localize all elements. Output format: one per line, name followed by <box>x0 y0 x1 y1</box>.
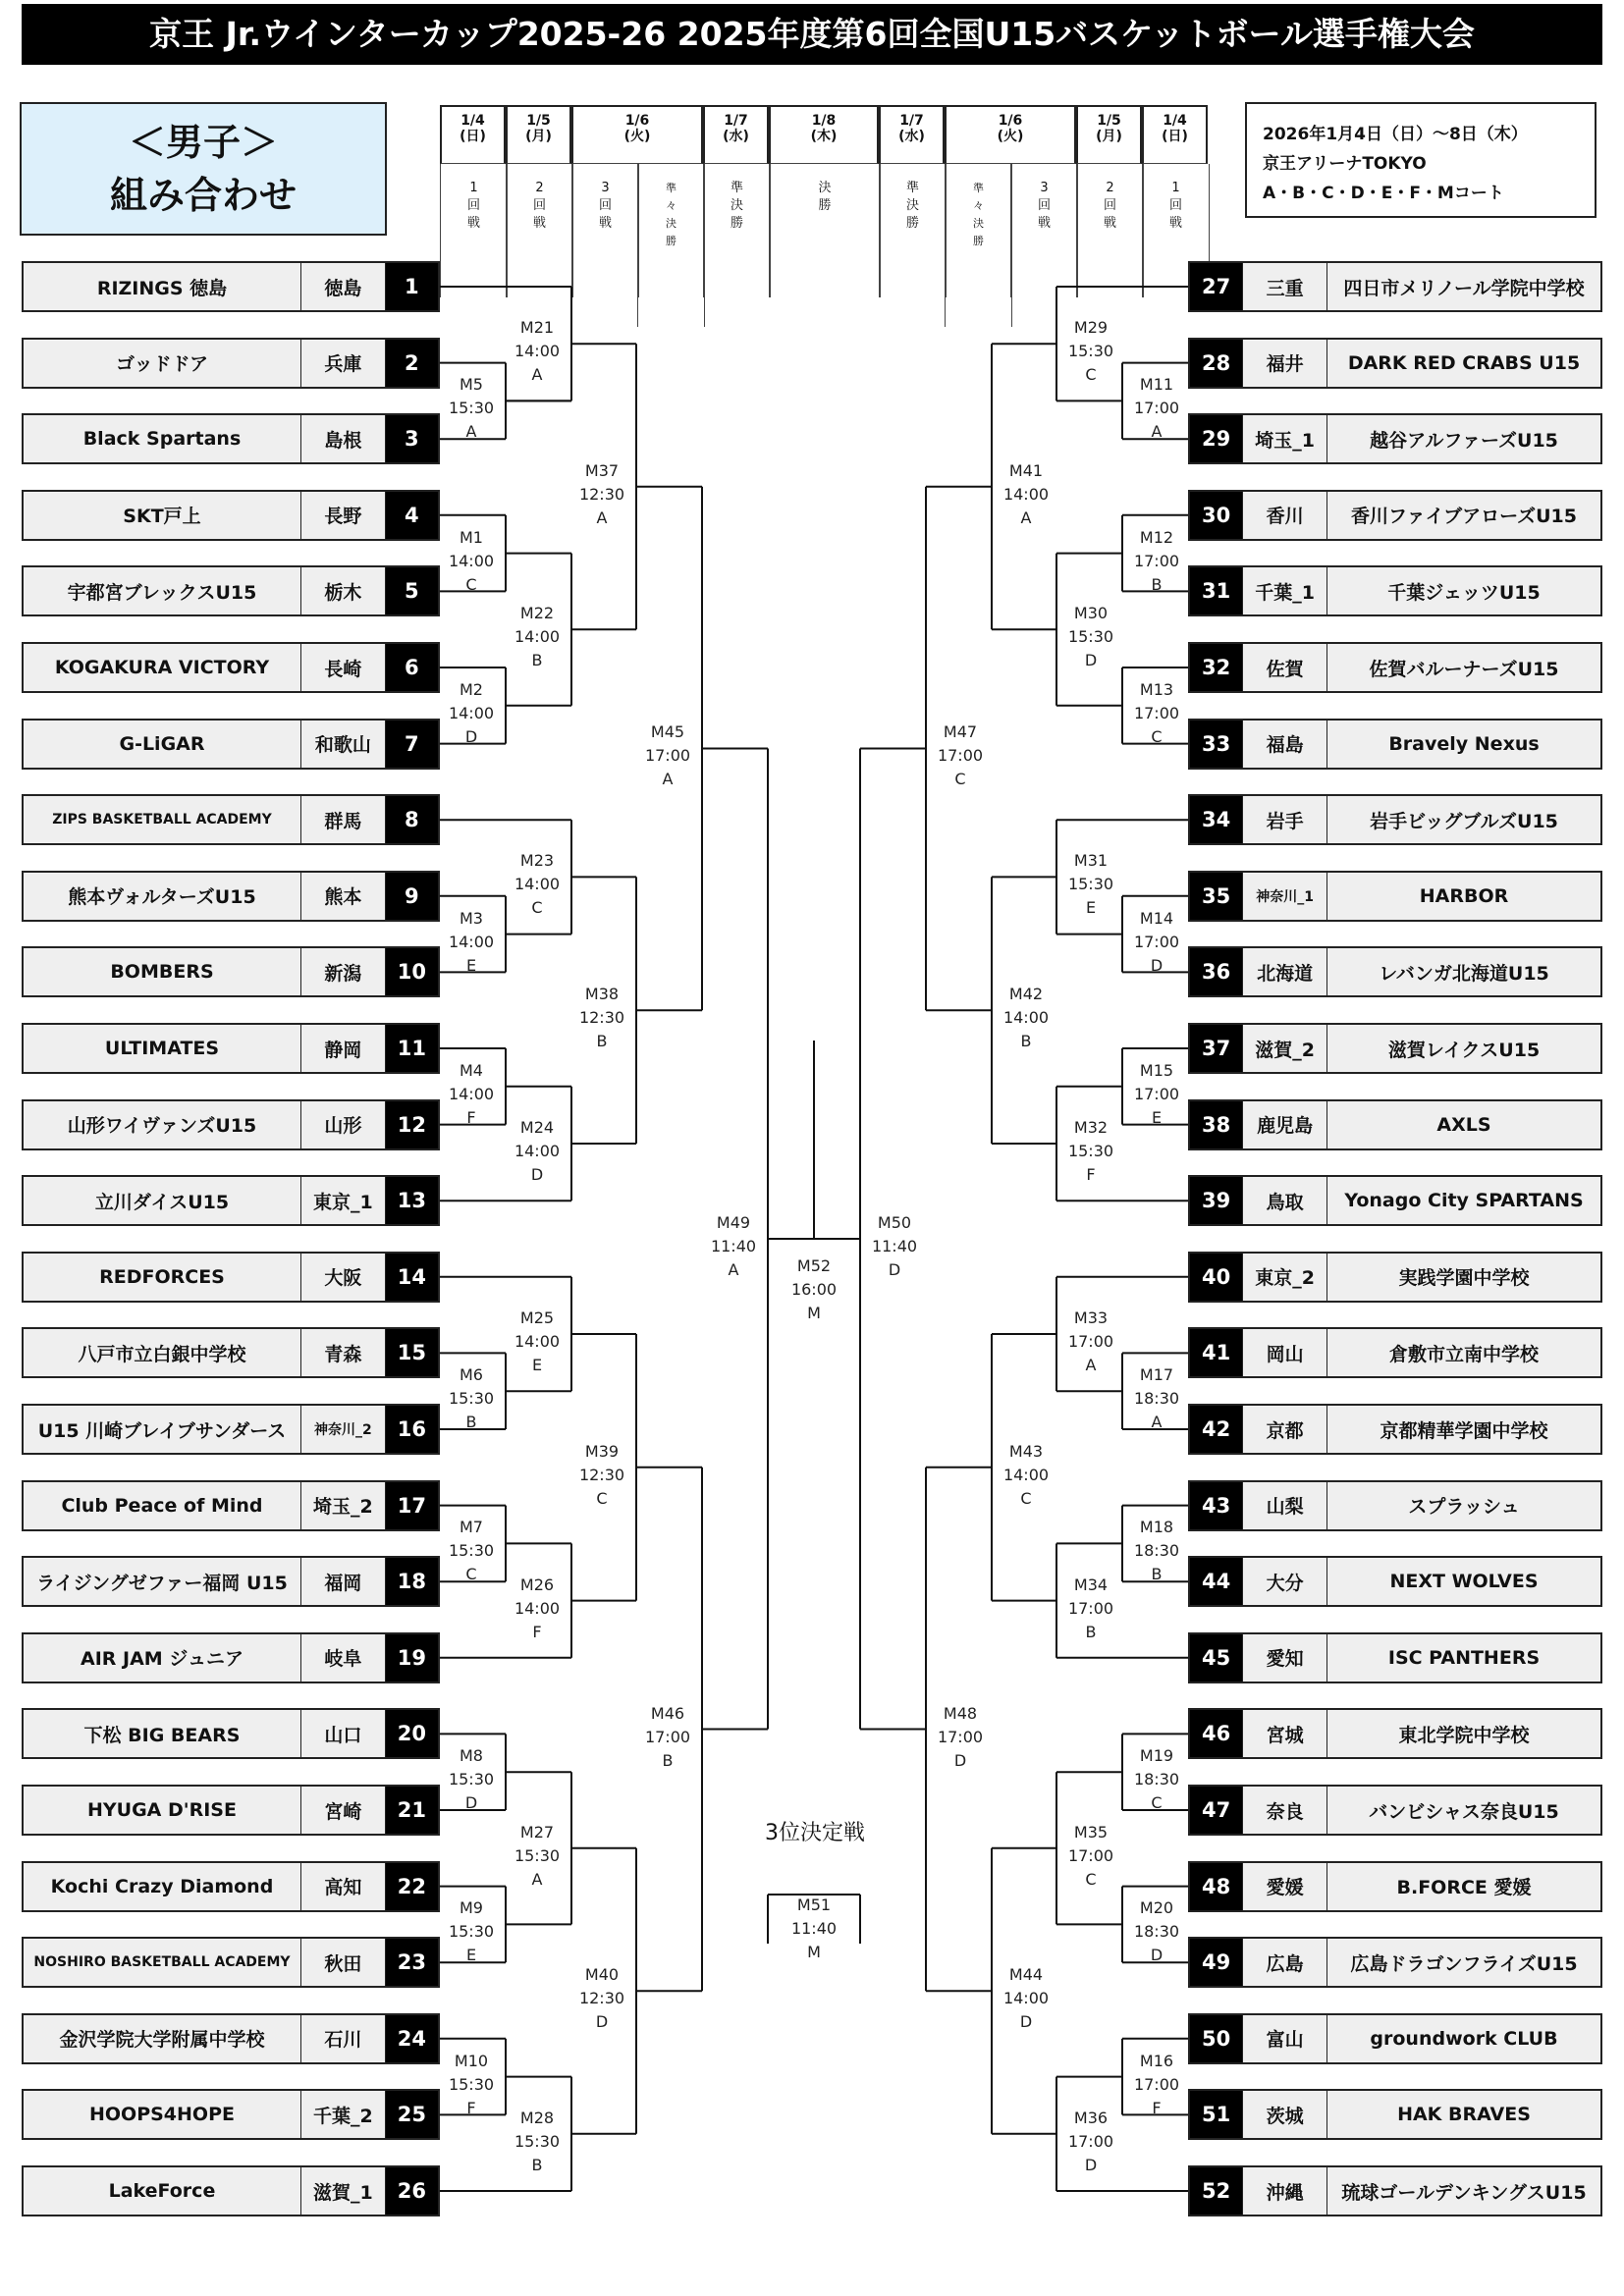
team-number: 41 <box>1190 1329 1242 1376</box>
team-prefecture: 滋賀_2 <box>1242 1025 1327 1072</box>
match-label: M28 15:30 B <box>514 2108 561 2174</box>
team-number: 10 <box>386 948 438 995</box>
team-number: 21 <box>386 1787 438 1834</box>
section-gender: ＜男子＞ <box>128 121 278 164</box>
team-number: 44 <box>1190 1558 1242 1605</box>
team-name: HOOPS4HOPE <box>88 2104 235 2126</box>
team-prefecture: 徳島 <box>300 263 386 310</box>
match-label: M19 18:30 C <box>1133 1746 1180 1813</box>
match-label: M45 17:00 A <box>644 722 691 789</box>
team-name: レバンガ北海道U15 <box>1379 962 1549 985</box>
team-prefecture: 静岡 <box>300 1025 386 1072</box>
round-name-l-1: 2 回 戦 <box>506 164 573 297</box>
team-name: 四日市メリノール学院中学校 <box>1343 277 1585 299</box>
team-name: BOMBERS <box>110 961 214 984</box>
team-prefecture: 広島 <box>1242 1939 1327 1986</box>
team-number: 48 <box>1190 1863 1242 1910</box>
event-courts: A・B・C・D・E・F・Mコート <box>1263 184 1504 203</box>
team-name: G-LiGAR <box>119 732 205 755</box>
team-number: 23 <box>386 1939 438 1986</box>
team-prefecture: 宮崎 <box>300 1787 386 1834</box>
section-subtitle: 組み合わせ <box>109 174 297 217</box>
team-prefecture: 鹿児島 <box>1242 1101 1327 1148</box>
team-prefecture: 山梨 <box>1242 1482 1327 1529</box>
match-label: M34 17:00 B <box>1067 1575 1114 1641</box>
team-name: B.FORCE 愛媛 <box>1396 1877 1532 1899</box>
team-prefecture: 千葉_2 <box>300 2091 386 2138</box>
team-prefecture: 宮城 <box>1242 1710 1327 1757</box>
team-name: 滋賀レイクスU15 <box>1387 1039 1541 1061</box>
team-number: 29 <box>1190 415 1242 462</box>
team-name: 香川ファイブアローズU15 <box>1351 506 1577 528</box>
team-number: 49 <box>1190 1939 1242 1986</box>
team-name: ISC PANTHERS <box>1387 1646 1541 1669</box>
match-label: M30 15:30 D <box>1067 604 1114 670</box>
team-prefecture: 岩手 <box>1242 796 1327 843</box>
team-prefecture: 奈良 <box>1242 1787 1327 1834</box>
round-name-r-0: 準 決 勝 <box>879 164 947 297</box>
match-label: M16 17:00 F <box>1133 2051 1180 2117</box>
match-label: M32 15:30 F <box>1067 1118 1114 1184</box>
team-prefecture: 山口 <box>300 1710 386 1757</box>
team-number: 12 <box>386 1101 438 1148</box>
team-number: 5 <box>386 567 438 614</box>
team-name: 千葉ジェッツU15 <box>1387 581 1541 604</box>
team-number: 33 <box>1190 721 1242 768</box>
team-name: 東北学院中学校 <box>1398 1724 1530 1746</box>
round-name-r-4: 1 回 戦 <box>1142 164 1210 297</box>
round-name-l-0: 1 回 戦 <box>440 164 508 297</box>
team-number: 8 <box>386 796 438 843</box>
match-label: M26 14:00 F <box>514 1575 561 1641</box>
team-name: HYUGA D'RISE <box>87 1799 237 1821</box>
team-name: HAK BRAVES <box>1397 2104 1531 2126</box>
match-label: M43 14:00 C <box>1002 1441 1050 1508</box>
team-name: HARBOR <box>1419 884 1509 907</box>
round-date-l-2: 1/6 (火) <box>571 105 703 164</box>
team-name: スプラッシュ <box>1408 1496 1520 1519</box>
team-prefecture: 福島 <box>1242 721 1327 768</box>
team-number: 3 <box>386 415 438 462</box>
team-number: 34 <box>1190 796 1242 843</box>
match-label: M23 14:00 C <box>514 851 561 918</box>
match-label: M22 14:00 B <box>514 604 561 670</box>
match-label: M51 11:40 M <box>790 1896 838 1961</box>
match-label: M25 14:00 E <box>514 1308 561 1374</box>
team-name: 金沢学院大学附属中学校 <box>59 2029 265 2052</box>
team-number: 26 <box>386 2167 438 2215</box>
team-prefecture: 埼玉_2 <box>300 1482 386 1529</box>
match-label: M4 14:00 F <box>448 1060 495 1127</box>
team-prefecture: 岡山 <box>1242 1329 1327 1376</box>
team-name: NEXT WOLVES <box>1389 1571 1539 1593</box>
match-label: M9 15:30 E <box>448 1898 495 1965</box>
match-label: M29 15:30 C <box>1067 318 1114 385</box>
match-label: M20 18:30 D <box>1133 1898 1180 1965</box>
team-name: DARK RED CRABS U15 <box>1347 351 1581 374</box>
match-label: M46 17:00 B <box>644 1703 691 1770</box>
match-label: M35 17:00 C <box>1067 1822 1114 1889</box>
team-number: 36 <box>1190 948 1242 995</box>
team-prefecture: 山形 <box>300 1101 386 1148</box>
team-name: ライジングゼファー福岡 U15 <box>36 1572 288 1594</box>
round-date-l-5: 1/8 (木) <box>769 105 879 164</box>
team-prefecture: 北海道 <box>1242 948 1327 995</box>
team-number: 18 <box>386 1558 438 1605</box>
team-prefecture: 鳥取 <box>1242 1177 1327 1224</box>
team-number: 42 <box>1190 1406 1242 1453</box>
team-prefecture: 大阪 <box>300 1254 386 1301</box>
match-label: M44 14:00 D <box>1002 1965 1050 2032</box>
round-name-l-3: 準 々 決 勝 <box>637 164 705 327</box>
team-prefecture: 熊本 <box>300 873 386 920</box>
team-number: 51 <box>1190 2091 1242 2138</box>
team-name: 下松 BIG BEARS <box>83 1724 241 1746</box>
team-name: 熊本ヴォルターズU15 <box>68 886 256 909</box>
team-number: 52 <box>1190 2167 1242 2215</box>
team-number: 32 <box>1190 644 1242 691</box>
team-prefecture: 和歌山 <box>300 721 386 768</box>
team-name: 佐賀バルーナーズU15 <box>1369 658 1559 680</box>
team-number: 31 <box>1190 567 1242 614</box>
team-prefecture: 岐阜 <box>300 1634 386 1682</box>
round-name-l-2: 3 回 戦 <box>571 164 639 297</box>
team-prefecture: 富山 <box>1242 2015 1327 2062</box>
team-name: ZIPS BASKETBALL ACADEMY <box>52 812 272 828</box>
match-label: M39 12:30 C <box>578 1441 625 1508</box>
round-date-r-4: 1/4 (日) <box>1142 105 1208 164</box>
team-name: Yonago City SPARTANS <box>1344 1190 1584 1212</box>
match-label: M24 14:00 D <box>514 1118 561 1184</box>
team-prefecture: 神奈川_2 <box>300 1406 386 1453</box>
match-label: M18 18:30 B <box>1133 1518 1180 1584</box>
match-label: M31 15:30 E <box>1067 851 1114 918</box>
match-label: M36 17:00 D <box>1067 2108 1114 2174</box>
team-name: 八戸市立白銀中学校 <box>78 1343 246 1365</box>
team-prefecture: 三重 <box>1242 263 1327 310</box>
round-name-r-2: 3 回 戦 <box>1010 164 1078 297</box>
round-date-r-3: 1/5 (月) <box>1076 105 1142 164</box>
team-number: 22 <box>386 1863 438 1910</box>
team-name: Black Spartans <box>82 428 242 451</box>
team-name: 倉敷市立南中学校 <box>1389 1343 1540 1365</box>
team-number: 14 <box>386 1254 438 1301</box>
team-number: 20 <box>386 1710 438 1757</box>
match-label: M14 17:00 D <box>1133 908 1180 975</box>
team-prefecture: 石川 <box>300 2015 386 2062</box>
team-prefecture: 佐賀 <box>1242 644 1327 691</box>
team-number: 13 <box>386 1177 438 1224</box>
team-number: 2 <box>386 340 438 387</box>
team-prefecture: 愛知 <box>1242 1634 1327 1682</box>
team-number: 15 <box>386 1329 438 1376</box>
match-label: M5 15:30 A <box>448 375 495 442</box>
team-name: ゴッドドア <box>115 353 209 376</box>
match-label: M7 15:30 C <box>448 1518 495 1584</box>
team-name: 実践学園中学校 <box>1398 1267 1530 1290</box>
team-name: バンビシャス奈良U15 <box>1369 1800 1559 1823</box>
match-label: M13 17:00 C <box>1133 679 1180 746</box>
match-label: M38 12:30 B <box>578 985 625 1051</box>
match-label: M8 15:30 D <box>448 1746 495 1813</box>
team-number: 4 <box>386 492 438 539</box>
team-number: 40 <box>1190 1254 1242 1301</box>
team-name: 山形ワイヴァンズU15 <box>67 1115 257 1138</box>
team-prefecture: 埼玉_1 <box>1242 415 1327 462</box>
team-prefecture: 福井 <box>1242 340 1327 387</box>
team-prefecture: 沖縄 <box>1242 2167 1327 2215</box>
match-label: M12 17:00 B <box>1133 527 1180 594</box>
team-name: SKT戸上 <box>123 506 201 528</box>
team-number: 6 <box>386 644 438 691</box>
team-name: Bravely Nexus <box>1388 732 1540 755</box>
team-number: 19 <box>386 1634 438 1682</box>
team-prefecture: 東京_1 <box>300 1177 386 1224</box>
team-name: 宇都宮ブレックスU15 <box>67 581 257 604</box>
match-label: M40 12:30 D <box>578 1965 625 2032</box>
team-number: 27 <box>1190 263 1242 310</box>
team-number: 7 <box>386 721 438 768</box>
match-label: M10 15:30 F <box>448 2051 495 2117</box>
team-prefecture: 愛媛 <box>1242 1863 1327 1910</box>
team-number: 45 <box>1190 1634 1242 1682</box>
team-name: AIR JAM ジュニア <box>81 1648 244 1671</box>
team-number: 50 <box>1190 2015 1242 2062</box>
team-name: NOSHIRO BASKETBALL ACADEMY <box>33 1954 291 1971</box>
team-name: RIZINGS 徳島 <box>96 277 228 299</box>
team-prefecture: 兵庫 <box>300 340 386 387</box>
team-name: 広島ドラゴンフライズU15 <box>1350 1952 1578 1975</box>
team-number: 47 <box>1190 1787 1242 1834</box>
match-label: M50 11:40 D <box>871 1213 918 1279</box>
team-name: REDFORCES <box>99 1265 225 1288</box>
team-number: 17 <box>386 1482 438 1529</box>
team-prefecture: 千葉_1 <box>1242 567 1327 614</box>
match-label: M27 15:30 A <box>514 1822 561 1889</box>
match-label: M6 15:30 B <box>448 1365 495 1432</box>
match-label: M17 18:30 A <box>1133 1365 1180 1432</box>
team-number: 38 <box>1190 1101 1242 1148</box>
team-number: 9 <box>386 873 438 920</box>
match-label: M41 14:00 A <box>1002 460 1050 527</box>
team-prefecture: 長崎 <box>300 644 386 691</box>
team-prefecture: 大分 <box>1242 1558 1327 1605</box>
page-title: 京王 Jr.ウインターカップ2025-26 2025年度第6回全国U15バスケットボール選手権大会 <box>22 4 1602 65</box>
team-name: KOGAKURA VICTORY <box>54 657 270 678</box>
team-prefecture: 栃木 <box>300 567 386 614</box>
match-label: M15 17:00 E <box>1133 1060 1180 1127</box>
round-name-l-5: 決 勝 <box>769 164 881 297</box>
team-name: Club Peace of Mind <box>61 1494 263 1517</box>
match-label: M49 11:40 A <box>710 1213 757 1279</box>
match-label: M21 14:00 A <box>514 318 561 385</box>
team-prefecture: 京都 <box>1242 1406 1327 1453</box>
team-name: 琉球ゴールデンキングスU15 <box>1341 2181 1587 2204</box>
team-number: 24 <box>386 2015 438 2062</box>
team-number: 16 <box>386 1406 438 1453</box>
team-name: U15 川崎ブレイブサンダース <box>37 1419 287 1442</box>
round-name-r-3: 2 回 戦 <box>1076 164 1144 297</box>
team-name: groundwork CLUB <box>1370 2027 1558 2050</box>
team-name: ULTIMATES <box>104 1038 220 1059</box>
team-number: 35 <box>1190 873 1242 920</box>
team-name: AXLS <box>1436 1113 1491 1136</box>
team-name: 越谷アルファーズU15 <box>1370 429 1558 452</box>
round-date-l-0: 1/4 (日) <box>440 105 506 164</box>
team-number: 39 <box>1190 1177 1242 1224</box>
event-date: 2026年1月4日（日）～8日（木） <box>1263 125 1528 144</box>
team-number: 11 <box>386 1025 438 1072</box>
team-prefecture: 福岡 <box>300 1558 386 1605</box>
team-name: 岩手ビッグブルズU15 <box>1370 810 1558 832</box>
match-label: M37 12:30 A <box>578 460 625 527</box>
team-prefecture: 新潟 <box>300 948 386 995</box>
team-number: 43 <box>1190 1482 1242 1529</box>
match-label: M47 17:00 C <box>937 722 984 789</box>
team-name: 京都精華学園中学校 <box>1380 1419 1548 1442</box>
match-label: M48 17:00 D <box>937 1703 984 1770</box>
team-prefecture: 神奈川_1 <box>1242 873 1327 920</box>
team-prefecture: 島根 <box>300 415 386 462</box>
team-name: Kochi Crazy Diamond <box>50 1875 274 1897</box>
round-date-l-1: 1/5 (月) <box>506 105 571 164</box>
match-label: M3 14:00 E <box>448 908 495 975</box>
third-place-label: 3位決定戦 <box>765 1821 865 1845</box>
team-name: 立川ダイスU15 <box>94 1191 230 1213</box>
match-label: M52 16:00 M <box>790 1256 838 1322</box>
match-label: M2 14:00 D <box>448 679 495 746</box>
team-number: 46 <box>1190 1710 1242 1757</box>
match-label: M42 14:00 B <box>1002 985 1050 1051</box>
team-number: 1 <box>386 263 438 310</box>
team-number: 25 <box>386 2091 438 2138</box>
team-number: 37 <box>1190 1025 1242 1072</box>
team-number: 28 <box>1190 340 1242 387</box>
round-name-l-4: 準 決 勝 <box>703 164 771 297</box>
team-prefecture: 青森 <box>300 1329 386 1376</box>
event-venue: 京王アリーナTOKYO <box>1263 154 1427 174</box>
match-label: M1 14:00 C <box>448 527 495 594</box>
team-number: 30 <box>1190 492 1242 539</box>
team-prefecture: 群馬 <box>300 796 386 843</box>
match-label: M11 17:00 A <box>1133 375 1180 442</box>
match-label: M33 17:00 A <box>1067 1308 1114 1374</box>
team-name: LakeForce <box>108 2180 216 2202</box>
team-prefecture: 東京_2 <box>1242 1254 1327 1301</box>
team-prefecture: 長野 <box>300 492 386 539</box>
round-name-r-1: 準 々 決 勝 <box>945 164 1012 327</box>
team-prefecture: 秋田 <box>300 1939 386 1986</box>
team-prefecture: 香川 <box>1242 492 1327 539</box>
round-date-l-4: 1/7 (水) <box>703 105 769 164</box>
team-prefecture: 滋賀_1 <box>300 2167 386 2215</box>
team-prefecture: 高知 <box>300 1863 386 1910</box>
round-date-r-0: 1/7 (水) <box>879 105 945 164</box>
team-prefecture: 茨城 <box>1242 2091 1327 2138</box>
round-date-r-1: 1/6 (火) <box>945 105 1076 164</box>
